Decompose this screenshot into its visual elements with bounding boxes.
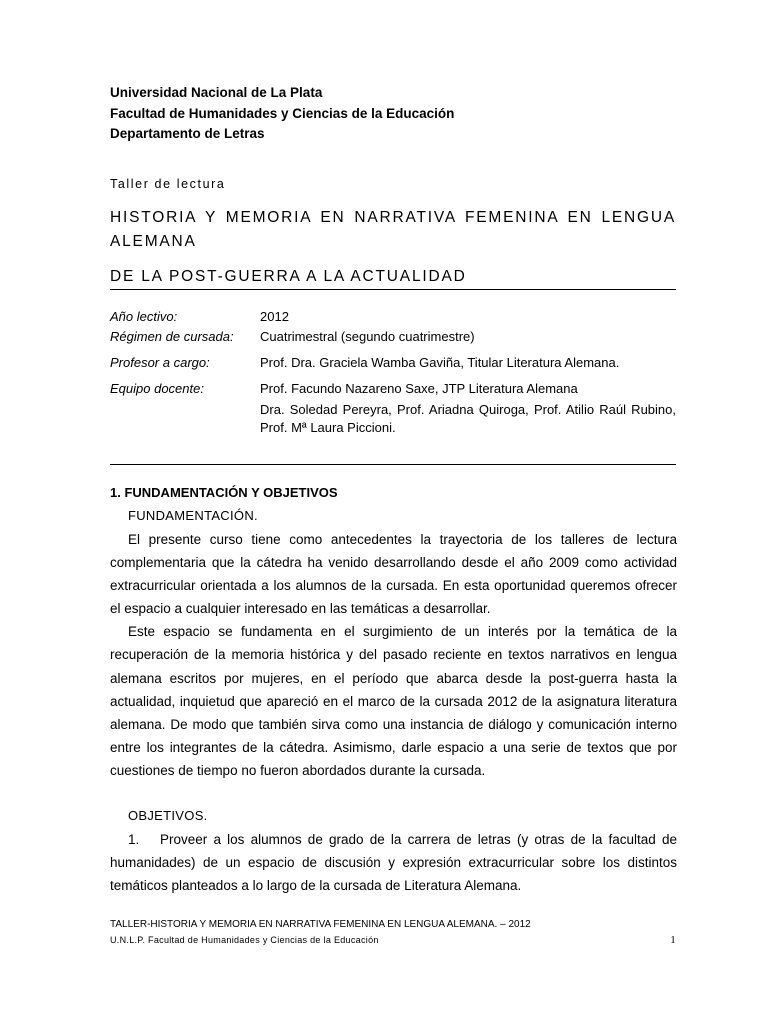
ano-value: 2012 [260, 309, 289, 324]
footer-institution: U.N.L.P. Facultad de Humanidades y Ciencias de la Educación [110, 935, 379, 945]
university-name: Universidad Nacional de La Plata [110, 85, 323, 100]
objective-item [110, 828, 677, 897]
info-row-equipo [110, 380, 676, 398]
course-type-label: Taller de lectura [110, 177, 226, 191]
regimen-label: Régimen de cursada: [110, 329, 234, 344]
section-heading: 1. FUNDAMENTACIÓN Y OBJETIVOS [110, 485, 338, 500]
paragraph: El presente curso tiene como antecedentes la trayectoria de los talleres de lectura complementaria que la cátedra ha venido desarrollando desde el año 2009 como actividad extracurricular orientada a los alumnos de la cursada. En esta oportunidad queremos ofrecer el espacio a cualquier interesado en las temáticas a desarrollar. [110, 532, 677, 617]
objective-number: 1. [128, 832, 140, 847]
equipo-value-2: Dra. Soledad Pereyra, Prof. Ariadna Quiroga, Prof. Atilio Raúl Rubino, Prof. Mª Laura Piccioni. [260, 402, 676, 435]
page-number: 1 [670, 934, 676, 946]
regimen-value: Cuatrimestral (segundo cuatrimestre) [260, 329, 475, 344]
institution-header [110, 83, 454, 145]
equipo-value-1: Prof. Facundo Nazareno Saxe, JTP Literatura Alemana [260, 381, 578, 396]
info-row-profesor [110, 354, 676, 372]
info-row-ano [110, 308, 676, 326]
ano-label: Año lectivo: [110, 309, 178, 324]
profesor-value: Prof. Dra. Graciela Wamba Gaviña, Titular Literatura Alemana. [260, 355, 620, 370]
fundamentacion-body [110, 528, 677, 782]
course-subtitle: DE LA POST-GUERRA A LA ACTUALIDAD [110, 266, 676, 290]
objetivos-subheading: OBJETIVOS. [128, 808, 208, 823]
course-info-table [110, 308, 676, 437]
equipo-label: Equipo docente: [110, 381, 204, 396]
profesor-label: Profesor a cargo: [110, 355, 210, 370]
info-row-regimen [110, 328, 676, 346]
section-divider [110, 464, 676, 465]
faculty-name: Facultad de Humanidades y Ciencias de la Educación [110, 105, 455, 121]
course-title: HISTORIA Y MEMORIA EN NARRATIVA FEMENINA EN LENGUA ALEMANA [110, 209, 676, 250]
info-row-equipo-cont [110, 401, 676, 437]
objective-text: Proveer a los alumnos de grado de la carrera de letras (y otras de la facultad de humanidades) de un espacio de discusión y expresión extracurricular sobre los distintos temáticos planteados a lo largo de la cursada de Literatura Alemana. [110, 832, 677, 894]
fundamentacion-subheading: FUNDAMENTACIÓN. [128, 508, 258, 523]
footer-title: TALLER-HISTORIA Y MEMORIA EN NARRATIVA FEMENINA EN LENGUA ALEMANA. – 2012 [110, 919, 531, 930]
paragraph: Este espacio se fundamenta en el surgimiento de un interés por la temática de la recuperación de la memoria histórica y del pasado reciente en textos narrativos en lengua alemana escritos por mujeres, en el período que abarca desde la post-guerra hasta la actualidad, inquietud que apareció en el marco de la cursada 2012 de la asignatura literatura alemana. De modo que también sirva como una instancia de diálogo y comunicación interno entre los integrantes de la cátedra. Asimismo, darle espacio a una serie de textos que por cuestiones de tiempo no fueron abordados durante la cursada. [110, 624, 677, 778]
department-name: Departamento de Letras [110, 126, 265, 141]
page-footer [110, 918, 676, 948]
footer-institution-row [110, 932, 676, 948]
